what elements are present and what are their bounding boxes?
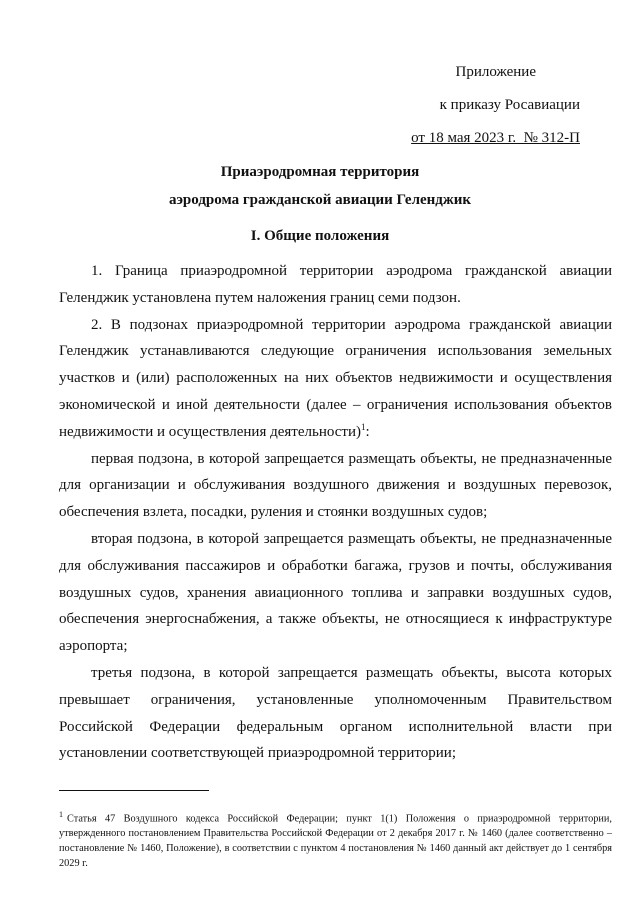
section-heading: I. Общие положения	[250, 228, 390, 244]
paragraph-subzone-2: вторая подзона, в которой запрещается размещать объекты, не предназначенные для обслуживания пассажиров и обработки багажа, грузов и почты, обслуживания воздушных судов, хранения авиационного топлива и заправки воздушных судов, обеспечения энергоснабжения, а также объекты, не относящиеся к инфраструктуре аэропорта;	[59, 530, 612, 655]
title-line-1: Приаэродромная территория	[220, 164, 420, 180]
document-body	[59, 258, 612, 767]
paragraph-subzone-1: первая подзона, в которой запрещается размещать объекты, не предназначенные для организации и обслуживания воздушного движения и воздушных перевозок, обеспечения взлета, посадки, руления и стоянки воздушных судов;	[59, 450, 612, 521]
document-title	[60, 158, 580, 214]
footnote-number: 1	[59, 810, 63, 819]
footnote-divider	[59, 790, 209, 791]
paragraph-subzone-3: третья подзона, в которой запрещается размещать объекты, высота которых превышает ограничения, установленные уполномоченным Правительством Российской Федерации федеральным органом исполнительной власти при установлении соответствующей приаэродромной территории;	[59, 664, 612, 762]
appendix-order-date-number: от 18 мая 2023 г. № 312-П	[411, 130, 580, 146]
title-line-2: аэродрома гражданской авиации Геленджик	[168, 192, 472, 208]
paragraph-1: 1. Граница приаэродромной территории аэродрома гражданской авиации Геленджик установлена путем наложения границ семи подзон.	[59, 263, 612, 306]
appendix-label: Приложение	[455, 64, 536, 80]
appendix-header	[411, 56, 580, 155]
paragraph-2-text: 2. В подзонах приаэродромной территории аэродрома гражданской авиации Геленджик устанавливаются следующие ограничения использования земельных участков и (или) расположенных на них объектов недвижимости и осуществления экономической и иной деятельности (далее – ограничения использования объектов недвижимости и осуществления деятельности)	[59, 316, 612, 440]
footnote	[59, 807, 612, 871]
appendix-order-ref: к приказу Росавиации	[439, 97, 580, 113]
paragraph-2	[59, 312, 612, 446]
footnote-text: Статья 47 Воздушного кодекса Российской Федерации; пункт 1(1) Положения о приаэродромной территории, утвержденного постановлением Правительства Российской Федерации от 2 декабря 2017 г. № 1460 (далее соответственно – постановление № 1460, Положение), в соответствии с пунктом 4 постановления № 1460 данный акт действует до 1 сентября 2029 г.	[59, 813, 612, 870]
footnote-reference: 1	[360, 421, 366, 432]
paragraph-2-suffix: :	[365, 423, 370, 440]
